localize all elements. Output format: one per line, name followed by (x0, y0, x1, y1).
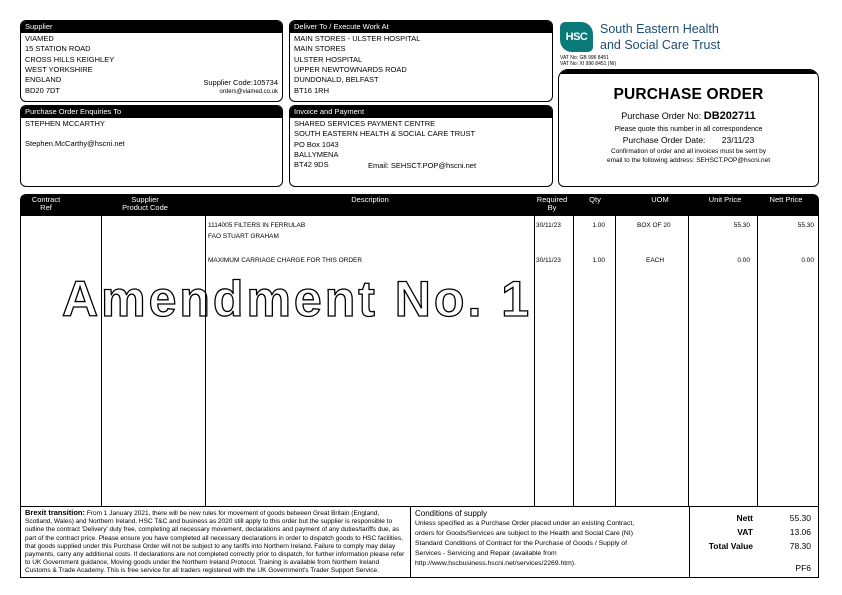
row-description-extra: FAO STUART GRAHAM (208, 233, 279, 240)
enquiries-body (21, 118, 282, 151)
row-nett-price: 55.30 (797, 222, 814, 229)
invoice-address (290, 118, 552, 186)
row-uom: EACH (646, 257, 665, 264)
invoice-header: Invoice and Payment (290, 106, 552, 118)
totals-box (690, 506, 819, 578)
vat-number: VAT No: XI 996 8451 (NI) (560, 61, 617, 67)
supplier-line: 15 STATION ROAD (25, 44, 91, 54)
header-contract-ref-line1: Contract (31, 195, 61, 204)
total-value: 78.30 (789, 541, 811, 551)
po-date: 23/11/23 (721, 135, 755, 146)
invoice-line: BT42 9DS (294, 160, 329, 170)
header-uom: UOM (651, 195, 669, 204)
nett-value: 55.30 (789, 513, 811, 523)
po-date-label: Purchase Order Date: (622, 135, 706, 146)
row-description: MAXIMUM CARRIAGE CHARGE FOR THIS ORDER (208, 257, 363, 264)
header-required-by-line1: Required (536, 195, 568, 204)
enquiries-email: Stephen.McCarthy@hscni.net (25, 139, 125, 149)
po-note-line1: Confirmation of order and all invoices must be sent by (611, 147, 766, 155)
row-required-by: 30/11/23 (536, 222, 561, 229)
column-divider (688, 216, 689, 506)
supplier-box (20, 20, 283, 102)
supplier-line: WEST YORKSHIRE (25, 65, 93, 75)
supplier-line: CROSS HILLS KEIGHLEY (25, 54, 115, 64)
conditions-text: Unless specified as a Purchase Order placed under an existing Contract, (415, 520, 635, 527)
purchase-order-box (558, 69, 819, 187)
header-required-by-line2: By (547, 203, 557, 212)
vat-number: VAT No: GB 996 8451 (560, 55, 609, 61)
vat-numbers (560, 55, 616, 67)
conditions-link: http://www.hscbusiness.hscni.net/services/2269.htm). (415, 560, 576, 567)
total-label: Total Value (708, 541, 753, 551)
po-number-row (559, 109, 818, 124)
page-code: PF6 (795, 563, 811, 573)
header-required-by (532, 196, 572, 212)
invoice-line: BALLYMENA (294, 150, 339, 160)
row-unit-price: 0.00 (737, 257, 750, 264)
column-divider (205, 216, 206, 506)
invoice-email: Email: SEHSCT.POP@hscni.net (368, 161, 477, 170)
po-title: PURCHASE ORDER (613, 86, 764, 103)
brexit-text: From 1 January 2021, there will be new rules for movement of goods between Great Britain (England, Scotland, Wales) and Northern Ireland. HSC T&C and business as 2020 still apply to this order but the supplier is responsible to outline the contract 'Delivery' duty free, completing all necessary movement, declarations and payment of any duties/tariffs due, as part of the contract price. Please ensure you have completed all necessary declarations in order to dispatch goods to HSC facilities, that goods supplied under this Purchase Order will not be subject to any tariffs into Northern Ireland. Failure to comply may delay payments, carry any additional costs. If declarations are not completed correctly prior to dispatch, for further information please refer to UK Government guidance, Moving goods under the Northern Ireland Protocol. Training is available from Northern Ireland Customs & Trade Academy. This is free service for all traders registered with the UK Government's Trader Support Service. (25, 510, 405, 575)
hsc-logo (560, 20, 820, 60)
supplier-line: ENGLAND (25, 75, 62, 85)
amendment-watermark: Amendment No. 1 (62, 271, 533, 327)
enquiries-header: Purchase Order Enquiries To (21, 106, 282, 118)
po-number: DB202711 (703, 110, 756, 123)
row-required-by: 30/11/23 (536, 257, 561, 264)
row-qty: 1.00 (592, 257, 605, 264)
supplier-header: Supplier (21, 21, 282, 33)
po-date-row (559, 135, 818, 147)
deliver-line: UPPER NEWTOWNARDS ROAD (294, 65, 407, 75)
column-divider (757, 216, 758, 506)
conditions-text: Services - Servicing and Repair (available from (415, 550, 557, 557)
enquiries-name: STEPHEN MCCARTHY (25, 119, 105, 128)
trust-name-line2: and Social Care Trust (600, 38, 721, 52)
row-unit-price: 55.30 (733, 222, 750, 229)
header-contract-ref (20, 196, 72, 212)
invoice-line: SHARED SERVICES PAYMENT CENTRE (294, 119, 436, 128)
row-uom: BOX OF 20 (637, 222, 671, 229)
vat-value: 13.06 (789, 527, 811, 537)
nett-label: Nett (736, 513, 753, 523)
deliver-line: MAIN STORES (294, 44, 346, 54)
header-supplier-code-line2: Product Code (122, 203, 168, 212)
column-divider (101, 216, 102, 506)
vat-label: VAT (737, 527, 753, 537)
invoice-line: SOUTH EASTERN HEALTH & SOCIAL CARE TRUST (294, 129, 476, 139)
supplier-line: BD20 7DT (25, 85, 61, 95)
deliver-address (290, 33, 552, 97)
trust-name (600, 21, 720, 53)
header-contract-ref-line2: Ref (40, 203, 52, 212)
supplier-address (21, 33, 282, 101)
order-table-header (20, 194, 819, 216)
row-description: 1114005 FILTERS IN FERRULAB (208, 222, 306, 229)
row-nett-price: 0.00 (801, 257, 814, 264)
deliver-box (289, 20, 553, 102)
header-qty: Qty (589, 195, 601, 204)
deliver-line: BT16 1RH (294, 85, 330, 95)
supplier-code: Supplier Code:105734 (203, 78, 278, 87)
header-unit-price: Unit Price (708, 195, 742, 204)
po-number-label: Purchase Order No: (621, 111, 702, 122)
column-divider (573, 216, 574, 506)
conditions-text: Standard Conditions of Contract for the Purchase of Goods / Supply of (415, 540, 627, 547)
invoice-line: PO Box 1043 (294, 139, 339, 149)
supplier-email: orders@viamed.co.uk (219, 89, 278, 95)
header-nett-price: Nett Price (769, 195, 803, 204)
brexit-title: Brexit transition: (25, 508, 86, 517)
po-quote-note: Please quote this number in all correspondence (614, 125, 763, 133)
order-table-body (20, 216, 819, 506)
invoice-box (289, 105, 553, 187)
header-supplier-code (100, 196, 190, 212)
header-supplier-code-line1: Supplier (131, 195, 159, 204)
deliver-line: ULSTER HOSPITAL (294, 54, 363, 64)
column-divider (534, 216, 535, 506)
po-note-line2: email to the following address: SEHSCT.POP@hscni.net (606, 156, 771, 164)
conditions-of-supply (410, 506, 690, 578)
hsc-logo-icon: HSC (560, 22, 593, 52)
deliver-line: DUNDONALD, BELFAST (294, 75, 379, 85)
enquiries-box (20, 105, 283, 187)
supplier-line: VIAMED (25, 34, 54, 43)
conditions-text: orders for Goods/Services are subject to the Health and Social Care (NI) (415, 530, 633, 537)
header-description: Description (351, 195, 389, 204)
column-divider (615, 216, 616, 506)
brexit-notice (20, 506, 410, 578)
deliver-header: Deliver To / Execute Work At (290, 21, 552, 33)
row-qty: 1.00 (592, 222, 605, 229)
deliver-line: MAIN STORES - ULSTER HOSPITAL (294, 34, 421, 43)
conditions-title: Conditions of supply (415, 509, 488, 518)
trust-name-line1: South Eastern Health (600, 22, 719, 36)
